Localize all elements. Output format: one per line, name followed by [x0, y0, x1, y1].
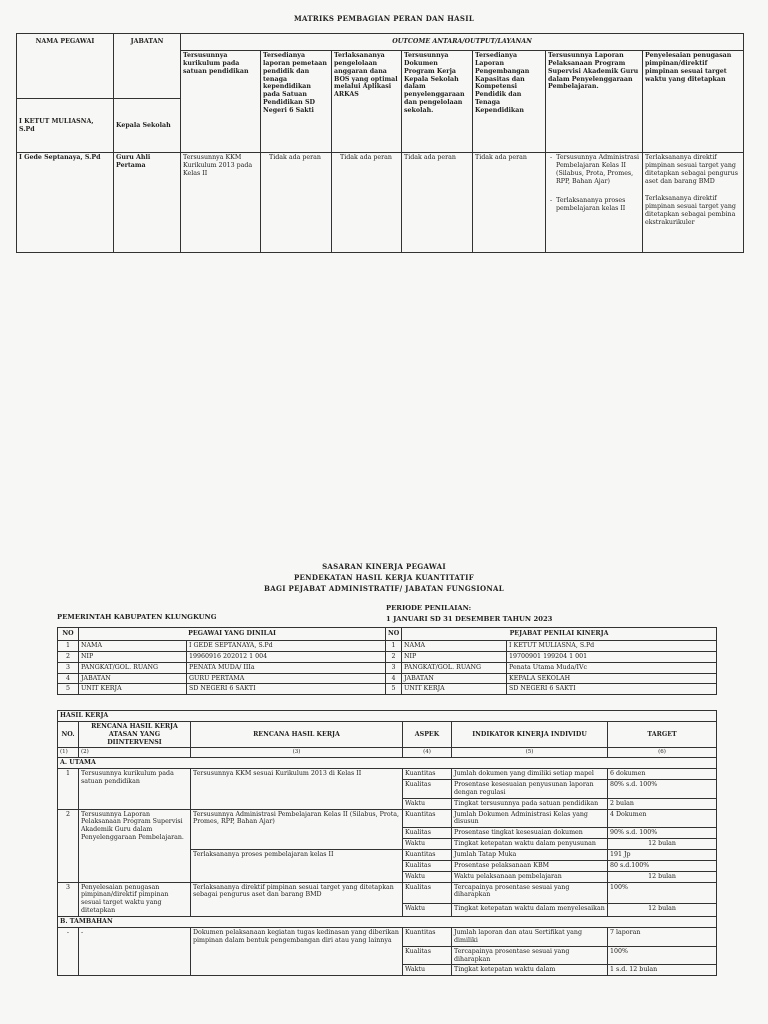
row2-jabatan: Guru Ahli Pertama — [114, 153, 181, 253]
row2-c6-item-a: - Tersusunnya Administrasi Pembelajaran Kelas II (Silabus, Prota, Promes, RPP, Bahan Ajar) — [550, 154, 639, 185]
index-row: (1) (2) (3) (4) (5) (6) — [58, 748, 717, 758]
col-nama-header: NAMA PEGAWAI — [17, 34, 114, 99]
outcome-2: Tersedianya laporan pemetaan pendidik dan tenaga kependidikan pada Satuan Pendidikan SD Negeri 6 Sakti — [261, 51, 332, 153]
pegawai-row: 4 JABATAN GURU PERTAMA 4 JABATAN KEPALA SEKOLAH — [58, 673, 717, 684]
h-rencana-atasan: RENCANA HASIL KERJA ATASAN YANG DIINTERVENSI — [79, 721, 191, 748]
utama-label: A. UTAMA — [58, 758, 717, 769]
table-row: - - Dokumen pelaksanaan kegiatan tugas kedinasan yang diberikan pimpinan dalam bentuk pengembangan diri atau yang lainnya Kuantitas Jumlah laporan dan atau Sertifikat yang dimiliki 7 laporan — [58, 927, 717, 946]
pegawai-row: 5 UNIT KERJA SD NEGERI 6 SAKTI 5 UNIT KERJA SD NEGERI 6 SAKTI — [58, 684, 717, 695]
periode-value: 1 JANUARI SD 31 DESEMBER TAHUN 2023 — [386, 615, 553, 623]
table-row: 1 Tersusunnya kurikulum pada satuan pendidikan Tersusunnya KKM sesuai Kurikulum 2013 di Kelas II Kuantitas Jumlah dokumen yang dimiliki setiap mapel 6 dokumen — [58, 769, 717, 780]
h-indikator: INDIKATOR KINERJA INDIVIDU — [452, 721, 608, 748]
outcome-3: Terlaksananya pengelolaan anggaran dana BOS yang optimal melalui Aplikasi ARKAS — [332, 51, 402, 153]
h-aspek: ASPEK — [403, 721, 452, 748]
pemerintah-label: PEMERINTAH KABUPATEN KLUNGKUNG — [57, 613, 217, 621]
outcome-7: Penyelesaian penugasan pimpinan/direktif pimpinan sesuai target waktu yang ditetapkan — [643, 51, 744, 153]
row2-nama: I Gede Septanaya, S.Pd — [17, 153, 114, 253]
hasil-kerja-table — [57, 710, 717, 976]
table-row: 3 Penyelesaian penugasan pimpinan/direktif pimpinan sesuai target waktu yang ditetapkan Terlaksananya direktif pimpinan sesuai target yang ditetapkan sebagai pengurus aset dan barang BMD Kualitas Tercapainya prosentase sesuai yang diharapkan 100% — [58, 882, 717, 904]
row1-jabatan: Kepala Sekolah — [114, 99, 181, 153]
hasil-kerja-label: HASIL KERJA — [58, 711, 717, 722]
table-row: Kualitas Tercapainya prosentase sesuai yang diharapkan 100% — [58, 946, 717, 965]
h-rencana: RENCANA HASIL KERJA — [191, 721, 403, 748]
matriks-table — [16, 33, 744, 253]
tambahan-label: B. TAMBAHAN — [58, 917, 717, 928]
outcome-5: Tersedianya Laporan Pengembangan Kapasitas dan Kompetensi Pendidik dan Tenaga Kependidikan — [473, 51, 546, 153]
periode-label: PERIODE PENILAIAN: — [386, 604, 472, 612]
row2-c5: Tidak ada peran — [473, 153, 546, 253]
row1-nama: I KETUT MULIASNA, S.Pd — [17, 99, 114, 153]
row2-c6 — [546, 153, 643, 253]
pegawai-row: 3 PANGKAT/GOL. RUANG PENATA MUDA/ IIIa 3 PANGKAT/GOL. RUANG Penata Utama Muda/IVc — [58, 662, 717, 673]
row2-c1: Tersusunnya KKM Kurikulum 2013 pada Kelas II — [181, 153, 261, 253]
outcome-4: Tersusunnya Dokumen Program Kerja Kepala Sekolah dalam penyelenggaraan dan pengelolaan sekolah. — [402, 51, 473, 153]
row2-c4: Tidak ada peran — [402, 153, 473, 253]
row2-c7 — [643, 153, 744, 253]
skp-title-3: BAGI PEJABAT ADMINISTRATIF/ JABATAN FUNGSIONAL — [264, 584, 504, 593]
table-row: Waktu Tingkat ketepatan waktu dalam penyusunan 12 bulan — [58, 839, 717, 850]
table-row: Kualitas Prosentase tingkat kesesuaian dokumen 90% s.d. 100% — [58, 828, 717, 839]
col-jabatan-header: JABATAN — [114, 34, 181, 99]
skp-title-2: PENDEKATAN HASIL KERJA KUANTITATIF — [293, 573, 475, 582]
table-row: Terlaksananya proses pembelajaran kelas II Kuantitas Jumlah Tatap Muka 191 Jp — [58, 850, 717, 861]
table-row: Kualitas Prosentase kesesuaian penyusunan laporan dengan regulasi 80% s.d. 100% — [58, 780, 717, 799]
pegawai-table — [57, 627, 717, 695]
table-row: 2 Tersusunnya Laporan Pelaksanaan Program Supervisi Akademik Guru dalam Penyelenggaraan Pembelajaran. Tersusunnya Administrasi Pembelajaran Kelas II (Silabus, Prota, Promes, RPP, Bahan Ajar) Kuantitas Jumlah Dokumen Administrasi Kelas yang disusun 4 Dokumen — [58, 809, 717, 828]
table-row: Waktu Waktu pelaksanaan pembelajaran 12 bulan — [58, 871, 717, 882]
skp-title-1: SASARAN KINERJA PEGAWAI — [322, 562, 446, 571]
no-header-2: NO — [386, 628, 402, 641]
pejabat-penilai-header: PEJABAT PENILAI KINERJA — [402, 628, 717, 641]
h-no: NO. — [58, 721, 79, 748]
table-row: Waktu Tingkat tersusunnya pada satuan pendidikan 2 bulan — [58, 798, 717, 809]
col-outcome-header: OUTCOME ANTARA/OUTPUT/LAYANAN — [181, 34, 744, 51]
row2-c2: Tidak ada peran — [261, 153, 332, 253]
pegawai-dinilai-header: PEGAWAI YANG DINILAI — [79, 628, 386, 641]
no-header: NO — [58, 628, 79, 641]
row2-c7-item-a: Terlaksananya direktif pimpinan sesuai target yang ditetapkan sebagai pengurus aset dan barang BMD — [645, 154, 738, 185]
table-row: Waktu Tingkat ketepatan waktu dalam menyelesaikan 12 bulan — [58, 904, 717, 917]
row2-c6-item-b: - Terlaksananya proses pembelajaran kelas II — [550, 197, 626, 213]
pegawai-row: 1 NAMA I GEDE SEPTANAYA, S.Pd 1 NAMA I KETUT MULIASNA, S.Pd — [58, 641, 717, 652]
outcome-6: Tersusunnya Laporan Pelaksanaan Program Supervisi Akademik Guru dalam Penyelenggaraan Pembelajaran. — [546, 51, 643, 153]
h-target: TARGET — [608, 721, 717, 748]
pegawai-row: 2 NIP 19960916 202012 1 004 2 NIP 19700901 199204 1 001 — [58, 651, 717, 662]
table-row: Kualitas Prosentase pelaksanaan KBM 80 s.d.100% — [58, 860, 717, 871]
outcome-1: Tersusunnya kurikulum pada satuan pendidikan — [181, 51, 261, 153]
row2-c3: Tidak ada peran — [332, 153, 402, 253]
row2-c7-item-b: Terlaksananya direktif pimpinan sesuai target yang ditetapkan sebagai pembina ekstrakurikuler — [645, 195, 736, 227]
matriks-title: MATRIKS PEMBAGIAN PERAN DAN HASIL — [293, 14, 475, 23]
table-row: Waktu Tingkat ketepatan waktu dalam 1 s.d. 12 bulan — [58, 965, 717, 976]
